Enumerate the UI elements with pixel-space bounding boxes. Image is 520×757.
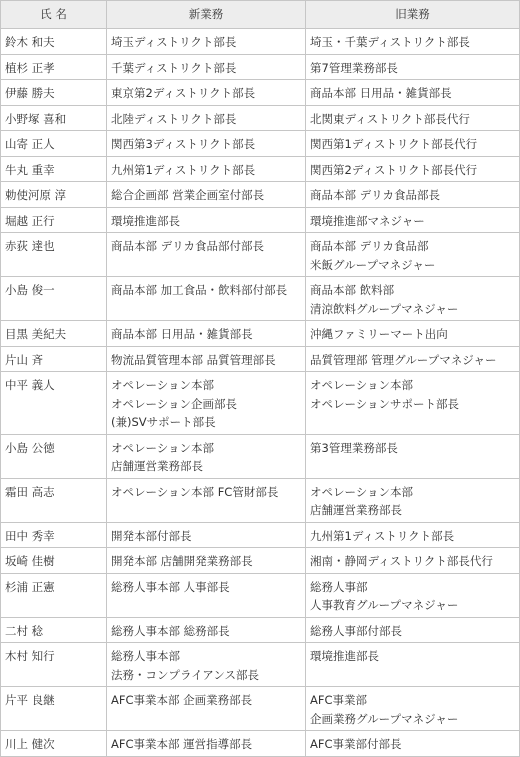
old-role-line: 第7管理業務部長 (310, 60, 398, 75)
new-role-cell (107, 233, 306, 277)
old-role-cell (306, 434, 520, 478)
old-role-cell (306, 277, 520, 321)
new-role-line: 総務人事本部 総務部長 (111, 623, 230, 638)
new-role-cell (107, 434, 306, 478)
new-role-line: 総務人事本部 (111, 649, 180, 663)
new-role-line: 店舗運営業務部長 (111, 459, 203, 473)
person-name: 勅使河原 淳 (1, 182, 107, 208)
new-role-line: オペレーション本部 (111, 440, 215, 455)
person-name: 川上 健次 (1, 731, 107, 757)
new-role-line: オペレーション本部 FC管財部長 (111, 484, 279, 499)
person-name: 坂崎 佳樹 (1, 548, 107, 574)
person-name: 杉浦 正憲 (1, 573, 107, 617)
new-role-cell (107, 207, 306, 233)
old-role-cell (306, 731, 520, 757)
new-role-line: 総務人事本部 人事部長 (111, 579, 230, 594)
person-name: 小島 公徳 (1, 434, 107, 478)
new-role-cell (107, 80, 306, 106)
old-role-cell (306, 372, 520, 435)
new-role-cell (107, 156, 306, 182)
table-row (1, 207, 520, 233)
table-row (1, 80, 520, 106)
person-name: 目黒 美紀夫 (1, 321, 107, 347)
new-role-cell (107, 478, 306, 522)
old-role-cell (306, 548, 520, 574)
old-role-cell (306, 105, 520, 131)
table-row (1, 29, 520, 55)
new-role-line: 開発本部 店舗開発業務部長 (111, 554, 253, 568)
old-role-cell (306, 29, 520, 55)
new-role-line: AFC事業本部 運営指導部長 (111, 737, 253, 751)
new-role-line: 商品本部 加工食品・飲料部付部長 (111, 283, 288, 297)
old-role-line: 商品本部 デリカ食品部長 (310, 188, 441, 202)
old-role-cell (306, 80, 520, 106)
old-role-cell (306, 54, 520, 80)
person-name: 伊藤 勝夫 (1, 80, 107, 106)
new-role-line: 千葉ディストリクト部長 (111, 60, 237, 75)
new-role-cell (107, 182, 306, 208)
new-role-line: 物流品質管理本部 品質管理部長 (111, 352, 276, 367)
table-row (1, 105, 520, 131)
table-row (1, 182, 520, 208)
old-role-line: 九州第1ディストリクト部長 (310, 528, 455, 543)
old-role-line: オペレーション本部 (310, 378, 414, 392)
new-role-cell (107, 321, 306, 347)
new-role-cell (107, 643, 306, 687)
table-row (1, 643, 520, 687)
old-role-cell (306, 573, 520, 617)
person-name: 鈴木 和夫 (1, 29, 107, 55)
person-name: 堀越 正行 (1, 207, 107, 233)
header-name: 氏 名 (1, 1, 107, 29)
new-role-cell (107, 105, 306, 131)
old-role-cell (306, 478, 520, 522)
table-row (1, 372, 520, 435)
old-role-line: 店舗運営業務部長 (310, 503, 402, 517)
new-role-line: 北陸ディストリクト部長 (111, 111, 237, 126)
old-role-line: 商品本部 飲料部 (310, 283, 395, 297)
new-role-cell (107, 29, 306, 55)
old-role-line: AFC事業部付部長 (310, 737, 402, 751)
old-role-line: 第3管理業務部長 (310, 440, 398, 455)
old-role-line: 沖縄ファミリーマート出向 (310, 327, 448, 341)
table-row (1, 731, 520, 757)
table-row (1, 54, 520, 80)
person-name: 赤荻 達也 (1, 233, 107, 277)
old-role-cell (306, 643, 520, 687)
new-role-cell (107, 617, 306, 643)
old-role-cell (306, 321, 520, 347)
new-role-line: 総合企画部 営業企画室付部長 (111, 188, 265, 202)
new-role-line: 商品本部 日用品・雑貨部長 (111, 327, 253, 341)
new-role-cell (107, 277, 306, 321)
old-role-line: 総務人事部付部長 (310, 623, 402, 638)
new-role-line: 埼玉ディストリクト部長 (111, 35, 237, 49)
old-role-line: 関西第1ディストリクト部長代行 (310, 137, 478, 151)
old-role-line: 湘南・静岡ディストリクト部長代行 (310, 554, 493, 568)
new-role-line: 関西第3ディストリクト部長 (111, 137, 256, 151)
new-role-line: 環境推進部長 (111, 213, 180, 228)
person-name: 牛丸 重幸 (1, 156, 107, 182)
new-role-line: オペレーション企画部長 (111, 396, 238, 411)
new-role-cell (107, 131, 306, 157)
new-role-line: AFC事業本部 企画業務部長 (111, 693, 253, 707)
old-role-line: オペレーション本部 (310, 484, 414, 499)
table-row (1, 522, 520, 548)
old-role-line: 埼玉・千葉ディストリクト部長 (310, 35, 470, 49)
table-row (1, 131, 520, 157)
header-new-role: 新業務 (107, 1, 306, 29)
old-role-cell (306, 156, 520, 182)
new-role-line: (兼)SVサポート部長 (111, 415, 216, 429)
old-role-cell (306, 617, 520, 643)
table-row (1, 687, 520, 731)
new-role-cell (107, 573, 306, 617)
old-role-line: 総務人事部 (310, 579, 368, 594)
old-role-line: AFC事業部 (310, 693, 368, 707)
new-role-cell (107, 54, 306, 80)
person-name: 片山 斉 (1, 346, 107, 372)
old-role-line: 環境推進部長 (310, 649, 379, 663)
new-role-line: オペレーション本部 (111, 378, 215, 392)
table-row (1, 346, 520, 372)
new-role-line: 九州第1ディストリクト部長 (111, 162, 256, 177)
person-name: 小島 俊一 (1, 277, 107, 321)
old-role-line: 品質管理部 管理グループマネジャー (310, 352, 497, 367)
new-role-cell (107, 731, 306, 757)
person-name: 二村 稔 (1, 617, 107, 643)
person-name: 木村 知行 (1, 643, 107, 687)
old-role-line: 企画業務グループマネジャー (310, 711, 459, 726)
table-row (1, 277, 520, 321)
table-row (1, 434, 520, 478)
new-role-line: 開発本部付部長 (111, 528, 192, 543)
new-role-line: 法務・コンプライアンス部長 (111, 667, 260, 682)
person-name: 片平 良継 (1, 687, 107, 731)
old-role-line: 関西第2ディストリクト部長代行 (310, 162, 478, 177)
old-role-cell (306, 687, 520, 731)
header-old-role: 旧業務 (306, 1, 520, 29)
old-role-line: 環境推進部マネジャー (310, 213, 425, 228)
table-body (1, 29, 520, 757)
new-role-cell (107, 687, 306, 731)
old-role-line: オペレーションサポート部長 (310, 396, 460, 411)
new-role-cell (107, 522, 306, 548)
header-row (1, 1, 520, 29)
old-role-cell (306, 207, 520, 233)
old-role-line: 人事教育グループマネジャー (310, 598, 459, 612)
old-role-line: 商品本部 日用品・雑貨部長 (310, 86, 452, 100)
person-name: 中平 義人 (1, 372, 107, 435)
table-row (1, 156, 520, 182)
new-role-cell (107, 346, 306, 372)
person-name: 植杉 正孝 (1, 54, 107, 80)
table-row (1, 548, 520, 574)
person-name: 小野塚 喜和 (1, 105, 107, 131)
table-row (1, 321, 520, 347)
old-role-cell (306, 182, 520, 208)
new-role-cell (107, 372, 306, 435)
person-name: 山寄 正人 (1, 131, 107, 157)
person-name: 田中 秀幸 (1, 522, 107, 548)
new-role-cell (107, 548, 306, 574)
old-role-cell (306, 346, 520, 372)
new-role-line: 東京第2ディストリクト部長 (111, 86, 256, 100)
table-row (1, 478, 520, 522)
person-name: 霜田 高志 (1, 478, 107, 522)
old-role-line: 商品本部 デリカ食品部 (310, 239, 429, 253)
old-role-line: 米飯グループマネジャー (310, 257, 436, 272)
table-row (1, 617, 520, 643)
old-role-cell (306, 522, 520, 548)
old-role-line: 北関東ディストリクト部長代行 (310, 111, 470, 126)
old-role-cell (306, 131, 520, 157)
table-row (1, 233, 520, 277)
old-role-line: 清涼飲料グループマネジャー (310, 301, 459, 316)
new-role-line: 商品本部 デリカ食品部付部長 (111, 239, 265, 253)
table-row (1, 573, 520, 617)
old-role-cell (306, 233, 520, 277)
